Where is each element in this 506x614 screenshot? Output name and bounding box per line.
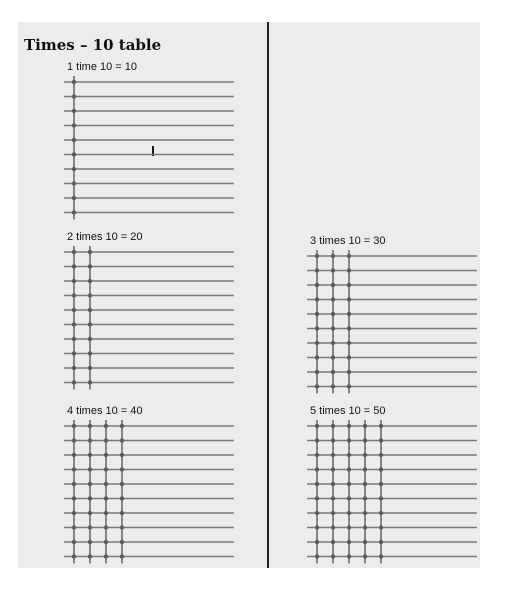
crossing-dot bbox=[379, 438, 383, 442]
crossing-dot bbox=[88, 511, 92, 515]
crossing-dot bbox=[104, 453, 108, 457]
crossing-dot bbox=[379, 540, 383, 544]
crossing-dot bbox=[347, 453, 351, 457]
crossing-dot bbox=[331, 482, 335, 486]
caption-2-times-10: 2 times 10 = 20 bbox=[67, 231, 143, 243]
crossing-dot bbox=[379, 424, 383, 428]
crossing-dot bbox=[347, 511, 351, 515]
caption-4-times-10: 4 times 10 = 40 bbox=[67, 405, 143, 417]
crossing-dot bbox=[331, 525, 335, 529]
crossing-dot bbox=[88, 279, 92, 283]
crossing-dot bbox=[363, 424, 367, 428]
crossing-dot bbox=[347, 424, 351, 428]
crossing-dot bbox=[331, 467, 335, 471]
crossing-dot bbox=[379, 453, 383, 457]
crossing-dot bbox=[72, 366, 76, 370]
crossing-dot bbox=[72, 167, 76, 171]
crossing-dot bbox=[347, 370, 351, 374]
crossing-dot bbox=[331, 297, 335, 301]
crossing-dot bbox=[88, 250, 92, 254]
crossing-dot bbox=[315, 511, 319, 515]
caption-1-times-10: 1 time 10 = 10 bbox=[67, 61, 138, 73]
crossing-dot bbox=[331, 438, 335, 442]
crossing-dot bbox=[72, 351, 76, 355]
crossing-dot bbox=[347, 496, 351, 500]
crossing-dot bbox=[120, 554, 124, 558]
crossing-dot bbox=[363, 540, 367, 544]
crossing-dot bbox=[120, 453, 124, 457]
crossing-dot bbox=[315, 297, 319, 301]
line-grid-4-times-10 bbox=[64, 420, 238, 566]
crossing-dot bbox=[331, 341, 335, 345]
crossing-dot bbox=[347, 554, 351, 558]
crossing-dot bbox=[347, 355, 351, 359]
crossing-dot bbox=[347, 326, 351, 330]
crossing-dot bbox=[379, 554, 383, 558]
crossing-dot bbox=[72, 525, 76, 529]
crossing-dot bbox=[120, 525, 124, 529]
crossing-dot bbox=[347, 268, 351, 272]
crossing-dot bbox=[72, 496, 76, 500]
crossing-dot bbox=[315, 496, 319, 500]
crossing-dot bbox=[88, 380, 92, 384]
crossing-dot bbox=[347, 254, 351, 258]
crossing-dot bbox=[88, 424, 92, 428]
crossing-dot bbox=[347, 312, 351, 316]
crossing-dot bbox=[315, 438, 319, 442]
crossing-dot bbox=[104, 438, 108, 442]
crossing-dot bbox=[104, 511, 108, 515]
crossing-dot bbox=[379, 511, 383, 515]
crossing-dot bbox=[120, 511, 124, 515]
crossing-dot bbox=[72, 554, 76, 558]
crossing-dot bbox=[72, 337, 76, 341]
crossing-dot bbox=[331, 268, 335, 272]
crossing-dot bbox=[347, 297, 351, 301]
crossing-dot bbox=[88, 467, 92, 471]
crossing-dot bbox=[315, 424, 319, 428]
crossing-dot bbox=[331, 554, 335, 558]
crossing-dot bbox=[315, 384, 319, 388]
crossing-dot bbox=[72, 511, 76, 515]
crossing-dot bbox=[315, 540, 319, 544]
crossing-dot bbox=[72, 380, 76, 384]
crossing-dot bbox=[120, 540, 124, 544]
crossing-dot bbox=[347, 438, 351, 442]
crossing-dot bbox=[120, 482, 124, 486]
crossing-dot bbox=[347, 341, 351, 345]
line-grid-1-times-10 bbox=[64, 76, 238, 222]
crossing-dot bbox=[120, 467, 124, 471]
crossing-dot bbox=[331, 254, 335, 258]
crossing-dot bbox=[315, 341, 319, 345]
crossing-dot bbox=[88, 366, 92, 370]
crossing-dot bbox=[347, 525, 351, 529]
crossing-dot bbox=[88, 438, 92, 442]
crossing-dot bbox=[88, 554, 92, 558]
crossing-dot bbox=[72, 123, 76, 127]
crossing-dot bbox=[88, 293, 92, 297]
crossing-dot bbox=[331, 540, 335, 544]
crossing-dot bbox=[72, 210, 76, 214]
crossing-dot bbox=[331, 384, 335, 388]
crossing-dot bbox=[104, 540, 108, 544]
crossing-dot bbox=[315, 283, 319, 287]
crossing-dot bbox=[363, 453, 367, 457]
crossing-dot bbox=[104, 496, 108, 500]
crossing-dot bbox=[379, 525, 383, 529]
crossing-dot bbox=[363, 467, 367, 471]
crossing-dot bbox=[72, 467, 76, 471]
crossing-dot bbox=[347, 482, 351, 486]
crossing-dot bbox=[88, 453, 92, 457]
crossing-dot bbox=[363, 496, 367, 500]
crossing-dot bbox=[331, 511, 335, 515]
crossing-dot bbox=[379, 467, 383, 471]
crossing-dot bbox=[331, 424, 335, 428]
crossing-dot bbox=[315, 482, 319, 486]
crossing-dot bbox=[72, 438, 76, 442]
crossing-dot bbox=[315, 370, 319, 374]
caption-3-times-10: 3 times 10 = 30 bbox=[310, 235, 386, 247]
crossing-dot bbox=[72, 80, 76, 84]
crossing-dot bbox=[72, 424, 76, 428]
crossing-dot bbox=[315, 268, 319, 272]
crossing-dot bbox=[104, 554, 108, 558]
crossing-dot bbox=[315, 355, 319, 359]
crossing-dot bbox=[331, 283, 335, 287]
column-divider bbox=[267, 22, 269, 568]
crossing-dot bbox=[88, 337, 92, 341]
crossing-dot bbox=[363, 438, 367, 442]
crossing-dot bbox=[72, 279, 76, 283]
crossing-dot bbox=[120, 424, 124, 428]
crossing-dot bbox=[379, 496, 383, 500]
crossing-dot bbox=[315, 467, 319, 471]
crossing-dot bbox=[88, 540, 92, 544]
crossing-dot bbox=[88, 482, 92, 486]
crossing-dot bbox=[315, 326, 319, 330]
crossing-dot bbox=[88, 351, 92, 355]
crossing-dot bbox=[363, 525, 367, 529]
crossing-dot bbox=[379, 482, 383, 486]
crossing-dot bbox=[72, 308, 76, 312]
crossing-dot bbox=[315, 525, 319, 529]
crossing-dot bbox=[347, 467, 351, 471]
crossing-dot bbox=[72, 322, 76, 326]
crossing-dot bbox=[315, 453, 319, 457]
crossing-dot bbox=[72, 264, 76, 268]
crossing-dot bbox=[104, 525, 108, 529]
line-grid-3-times-10 bbox=[307, 250, 481, 396]
crossing-dot bbox=[72, 453, 76, 457]
crossing-dot bbox=[72, 540, 76, 544]
crossing-dot bbox=[331, 453, 335, 457]
crossing-dot bbox=[88, 322, 92, 326]
crossing-dot bbox=[347, 283, 351, 287]
crossing-dot bbox=[88, 525, 92, 529]
crossing-dot bbox=[72, 138, 76, 142]
crossing-dot bbox=[315, 254, 319, 258]
crossing-dot bbox=[104, 424, 108, 428]
crossing-dot bbox=[72, 181, 76, 185]
crossing-dot bbox=[363, 511, 367, 515]
crossing-dot bbox=[88, 496, 92, 500]
crossing-dot bbox=[315, 554, 319, 558]
crossing-dot bbox=[72, 250, 76, 254]
crossing-dot bbox=[315, 312, 319, 316]
crossing-dot bbox=[331, 370, 335, 374]
crossing-dot bbox=[104, 467, 108, 471]
crossing-dot bbox=[331, 312, 335, 316]
caption-5-times-10: 5 times 10 = 50 bbox=[310, 405, 386, 417]
crossing-dot bbox=[72, 94, 76, 98]
crossing-dot bbox=[120, 496, 124, 500]
crossing-dot bbox=[88, 264, 92, 268]
page-title: Times – 10 table bbox=[24, 36, 162, 54]
crossing-dot bbox=[72, 293, 76, 297]
crossing-dot bbox=[88, 308, 92, 312]
crossing-dot bbox=[331, 326, 335, 330]
crossing-dot bbox=[331, 496, 335, 500]
crossing-dot bbox=[72, 109, 76, 113]
crossing-dot bbox=[104, 482, 108, 486]
line-grid-2-times-10 bbox=[64, 246, 238, 392]
crossing-dot bbox=[72, 152, 76, 156]
crossing-dot bbox=[347, 540, 351, 544]
crossing-dot bbox=[347, 384, 351, 388]
line-grid-5-times-10 bbox=[307, 420, 481, 566]
crossing-dot bbox=[72, 196, 76, 200]
crossing-dot bbox=[120, 438, 124, 442]
crossing-dot bbox=[331, 355, 335, 359]
crossing-dot bbox=[363, 482, 367, 486]
crossing-dot bbox=[72, 482, 76, 486]
crossing-dot bbox=[363, 554, 367, 558]
